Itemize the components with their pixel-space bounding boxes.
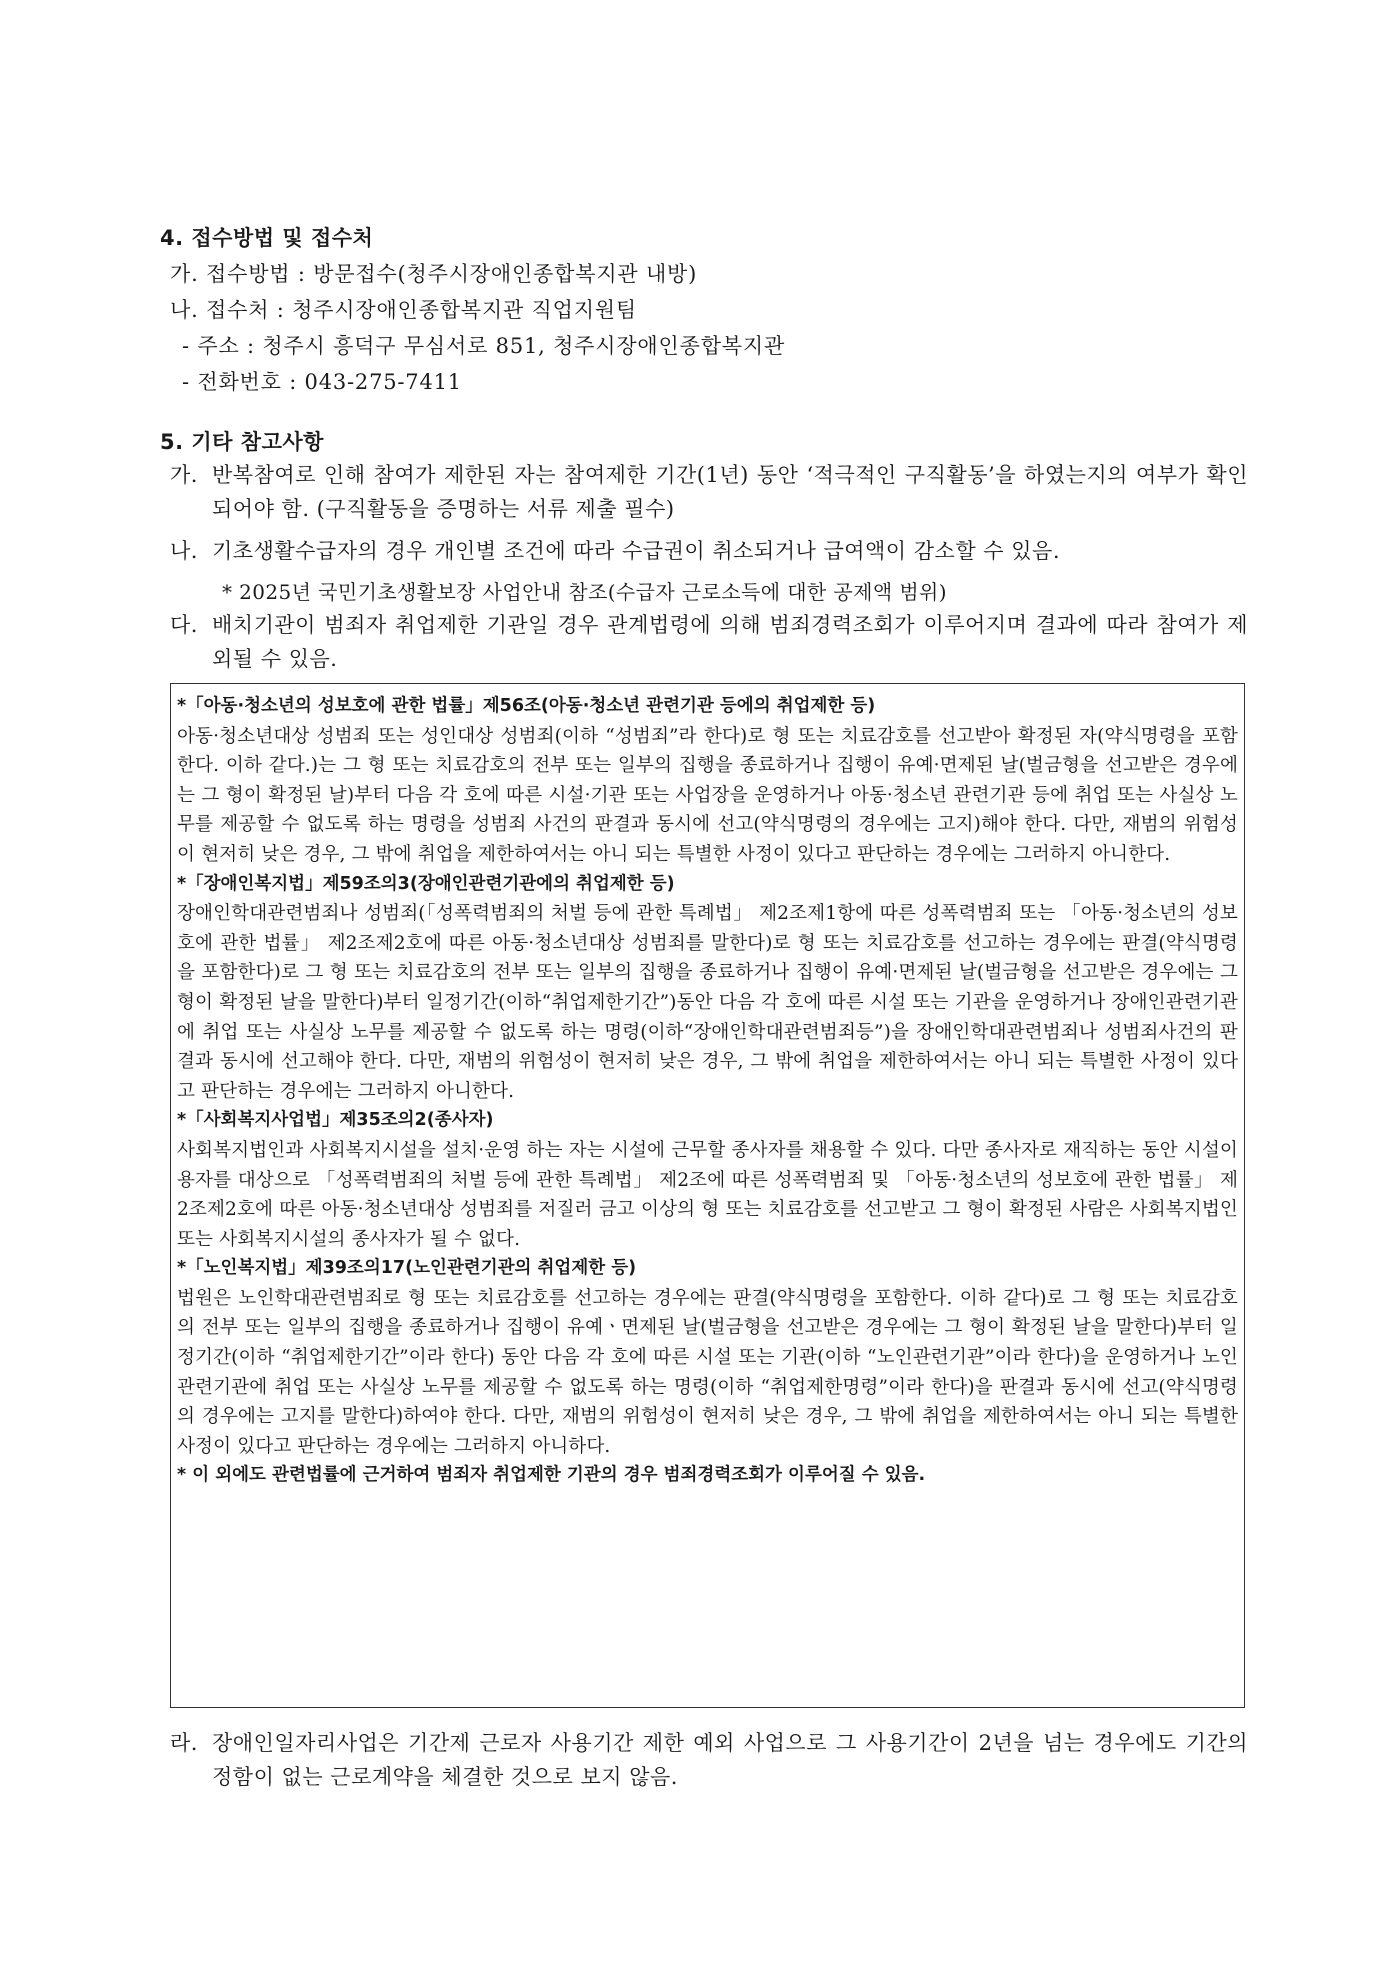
item-marker: 나. (170, 539, 198, 563)
note-item-na (170, 534, 1248, 570)
item-marker: 라. (170, 1731, 198, 1755)
legal-box-footer: * 이 외에도 관련법률에 근거하여 범죄자 취업제한 기관의 경우 범죄경력조회가 이루어질 수 있음. (177, 1465, 926, 1486)
address-item: - 주소 : 청주시 흥덕구 무심서로 851, 청주시장애인종합복지관 (182, 334, 786, 358)
law-text-social-welfare: 사회복지법인과 사회복지시설을 설치·운영 하는 자는 시설에 근무할 종사자를 채용할 수 있다. 다만 종사자로 재직하는 동안 시설이용자를 대상으로 「성폭력범죄의 처벌 등에 관한 특례법」 제2조에 따른 성폭력범죄 및 「아동·청소년의 성보호에 관한 법률」 제2조제2호에 따른 아동·청소년대상 성범죄를 저질러 금고 이상의 형 또는 치료감호를 선고받고 그 형이 확정된 사람은 사회복지법인 또는 사회복지시설의 종사자가 될 수 없다. (177, 1139, 1238, 1250)
section-5-heading: 5. 기타 참고사항 (160, 430, 324, 454)
item-text: 장애인일자리사업은 기간제 근로자 사용기간 제한 예외 사업으로 그 사용기간이 2년을 넘는 경우에도 기간의 정함이 없는 근로계약을 체결한 것으로 보지 않음. (212, 1731, 1248, 1789)
law-title-youth-protection: *「아동·청소년의 성보호에 관한 법률」제56조(아동·청소년 관련기관 등에의 취업제한 등) (177, 696, 876, 716)
law-text-youth-protection: 아동·청소년대상 성범죄 또는 성인대상 성범죄(이하 “성범죄”라 한다)로 형 또는 치료감호를 선고받아 확정된 자(약식명령을 포함한다. 이하 같다.)는 그 형 또는 치료감호의 전부 또는 일부의 집행을 종료하거나 집행이 유예·면제된 날(벌금형을 선고받은 경우에는 그 형이 확정된 날)부터 다음 각 호에 따른 시설·기관 또는 사업장을 운영하거나 아동·청소년 관련기관 등에 취업 또는 사실상 노무를 제공할 수 없도록 하는 명령을 성범죄 사건의 판결과 동시에 선고(약식명령의 경우에는 고지)해야 한다. 다만, 재범의 위험성이 현저히 낮은 경우, 그 밖에 취업을 제한하여서는 아니 되는 특별한 사정이 있다고 판단하는 경우에는 그러하지 아니한다. (177, 725, 1238, 865)
item-text: 기초생활수급자의 경우 개인별 조건에 따라 수급권이 취소되거나 급여액이 감소할 수 있음. (212, 539, 1061, 563)
law-title-disability-welfare: *「장애인복지법」제59조의3(장애인관련기관에의 취업제한 등) (177, 873, 675, 894)
note-item-ga (170, 458, 1248, 528)
legal-excerpts-box (170, 683, 1245, 1708)
law-title-elderly-welfare: *「노인복지법」제39조의17(노인관련기관의 취업제한 등) (177, 1258, 637, 1279)
phone-number-item: - 전화번호 : 043-275-7411 (182, 370, 462, 394)
item-marker: 가. (170, 463, 198, 487)
item-marker: 다. (170, 613, 198, 637)
item-text: 배치기관이 범죄자 취업제한 기관일 경우 관계법령에 의해 범죄경력조회가 이루어지며 결과에 따라 참여가 제외될 수 있음. (212, 613, 1248, 671)
item-text: 반복참여로 인해 참여가 제한된 자는 참여제한 기간(1년) 동안 ‘적극적인 구직활동’을 하였는지의 여부가 확인되어야 함. (구직활동을 증명하는 서류 제출 필수) (212, 463, 1248, 521)
law-text-elderly-welfare: 법원은 노인학대관련범죄로 형 또는 치료감호를 선고하는 경우에는 판결(약식명령을 포함한다. 이하 같다)로 그 형 또는 치료감호의 전부 또는 일부의 집행을 종료하거나 집행이 유예ㆍ면제된 날(벌금형을 선고받은 경우에는 그 형이 확정된 날을 말한다)부터 일정기간(이하 “취업제한기간”이라 한다) 동안 다음 각 호에 따른 시설 또는 기관(이하 “노인관련기관”이라 한다)을 운영하거나 노인관련기관에 취업 또는 사실상 노무를 제공할 수 없도록 하는 명령(이하 “취업제한명령”이라 한다)을 판결과 동시에 선고(약식명령의 경우에는 고지를 말한다)하여야 한다. 다만, 재범의 위험성이 현저히 낮은 경우, 그 밖에 취업을 제한하여서는 아니 되는 특별한 사정이 있다고 판단하는 경우에는 그러하지 아니하다. (177, 1287, 1238, 1457)
section-4-heading: 4. 접수방법 및 접수처 (160, 226, 374, 250)
note-item-ra (170, 1726, 1248, 1796)
law-title-social-welfare: *「사회복지사업법」제35조의2(종사자) (177, 1110, 494, 1131)
reception-place-item: 나. 접수처 : 청주시장애인종합복지관 직업지원팀 (170, 298, 637, 322)
reception-method-item: 가. 접수방법 : 방문접수(청주시장애인종합복지관 내방) (170, 262, 698, 286)
basic-livelihood-note: * 2025년 국민기초생활보장 사업안내 참조(수급자 근로소득에 대한 공제액 범위) (222, 580, 947, 604)
note-item-da (170, 608, 1248, 678)
law-text-disability-welfare: 장애인학대관련범죄나 성범죄(「성폭력범죄의 처벌 등에 관한 특례법」 제2조제1항에 따른 성폭력범죄 또는 「아동·청소년의 성보호에 관한 법률」 제2조제2호에 따른 아동·청소년대상 성범죄를 말한다)로 형 또는 치료감호를 선고하는 경우에는 판결(약식명령을 포함한다)로 그 형 또는 치료감호의 전부 또는 일부의 집행을 종료하거나 집행이 유예·면제된 날(벌금형을 선고받은 경우에는 그 형이 확정된 날을 말한다)부터 일정기간(이하“취업제한기간”)동안 다음 각 호에 따른 시설 또는 기관을 운영하거나 장애인관련기관에 취업 또는 사실상 노무를 제공할 수 없도록 하는 명령(이하“장애인학대관련범죄등”)을 장애인학대관련범죄나 성범죄사건의 판결과 동시에 선고해야 한다. 다만, 재범의 위험성이 현저히 낮은 경우, 그 밖에 취업을 제한하여서는 아니 되는 특별한 사정이 있다고 판단하는 경우에는 그러하지 아니한다. (177, 903, 1238, 1102)
